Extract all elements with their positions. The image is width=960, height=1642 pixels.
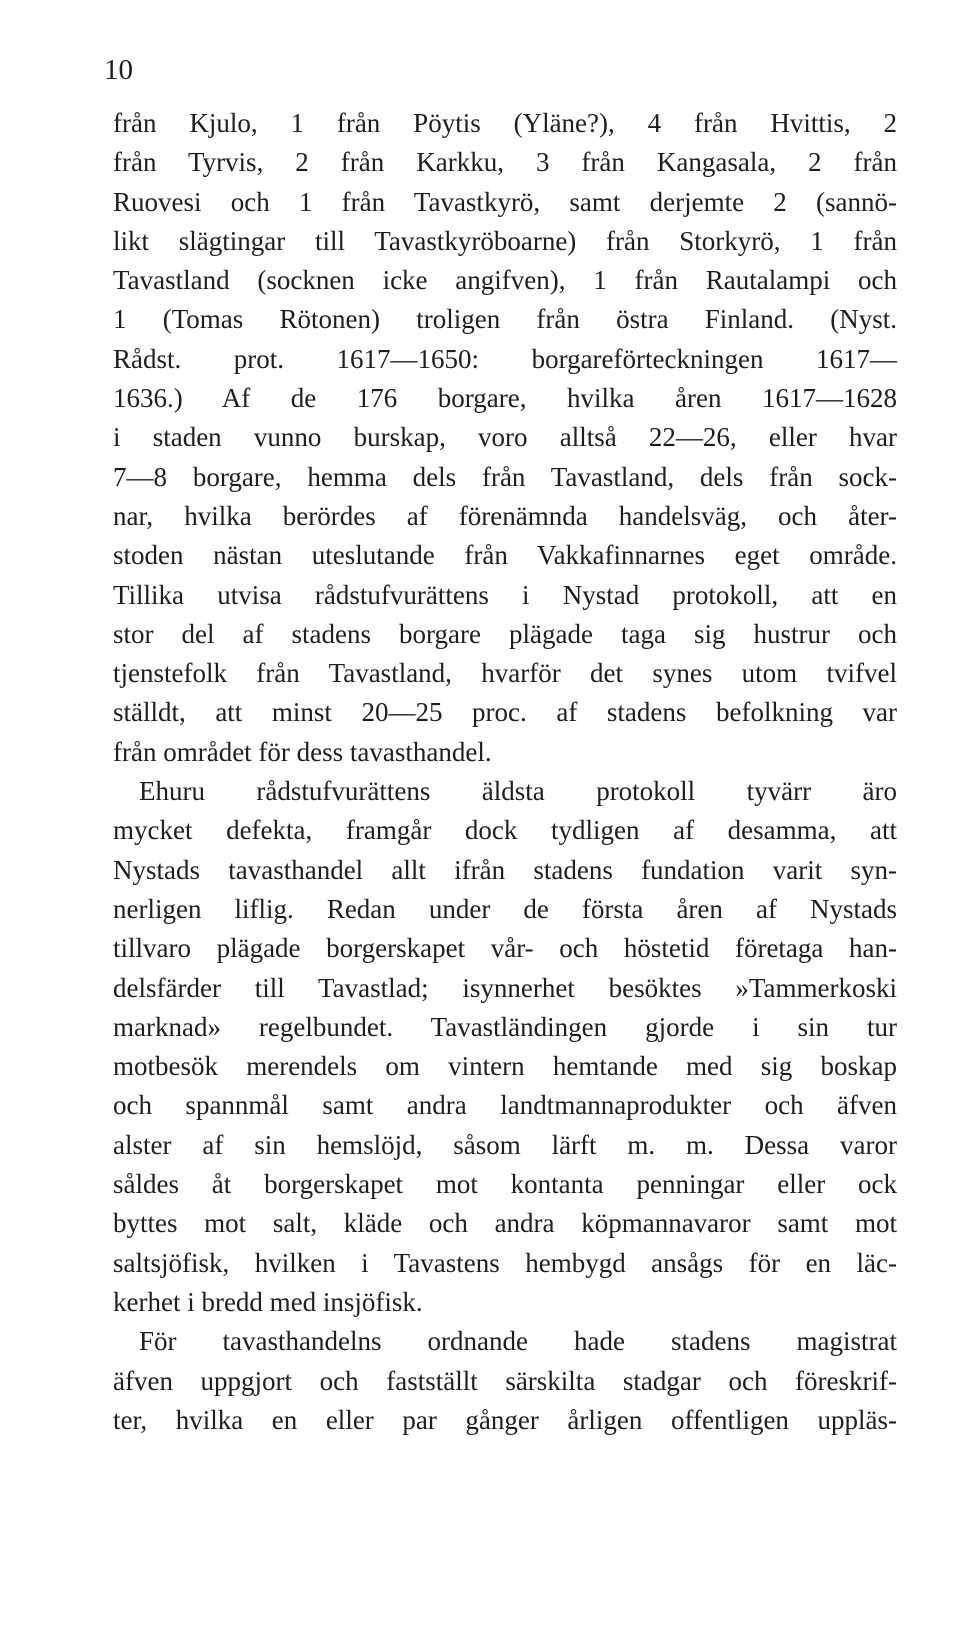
text-line: stoden nästan uteslutande från Vakkafinnarnes eget område. [113,540,897,571]
text-line: från Tyrvis, 2 från Karkku, 3 från Kangasala, 2 från [113,147,897,178]
text-line: kerhet i bredd med insjöfisk. [113,1286,423,1317]
text-line: Rådst. prot. 1617—1650: borgareförteckningen 1617— [113,343,897,374]
text-line: marknad» regelbundet. Tavastländingen gjorde i sin tur [113,1011,897,1042]
text-line: tjenstefolk från Tavastland, hvarför det synes utom tvifvel [113,658,897,689]
text-line: 1 (Tomas Rötonen) troligen från östra Finland. (Nyst. [113,304,897,335]
text-line: 7—8 borgare, hemma dels från Tavastland, dels från sock- [113,461,897,492]
text-line: tillvaro plägade borgerskapet vår- och höstetid företaga han- [113,933,897,964]
text-line: mycket defekta, framgår dock tydligen af desamma, att [113,815,897,846]
page-number: 10 [104,54,133,86]
text-line: ställdt, att minst 20—25 proc. af stadens befolkning var [113,697,897,728]
text-line: Tavastland (socknen icke angifven), 1 från Rautalampi och [113,265,897,296]
text-line: Ehuru rådstufvurättens äldsta protokoll tyvärr äro [139,776,897,807]
text-line: Ruovesi och 1 från Tavastkyrö, samt derjemte 2 (sannö- [113,186,897,217]
text-line: från Kjulo, 1 från Pöytis (Yläne?), 4 från Hvittis, 2 [113,108,897,138]
text-line: i staden vunno burskap, voro alltså 22—26, eller hvar [113,422,897,453]
text-line: delsfärder till Tavastlad; isynnerhet besöktes »Tammerkoski [113,972,897,1003]
text-line: saltsjöfisk, hvilken i Tavastens hembygd ansågs för en läc- [113,1247,897,1278]
text-line: stor del af stadens borgare plägade taga sig hustrur och [113,618,897,649]
text-line: Tillika utvisa rådstufvurättens i Nystad protokoll, att en [113,579,897,610]
text-line: likt slägtingar till Tavastkyröboarne) från Storkyrö, 1 från [113,225,897,256]
text-line: nar, hvilka berördes af förenämnda handelsväg, och åter- [113,500,897,531]
text-line: alster af sin hemslöjd, såsom lärft m. m. Dessa varor [113,1129,897,1160]
text-line: äfven uppgjort och fastställt särskilta stadgar och föreskrif- [113,1365,897,1396]
text-line: och spannmål samt andra landtmannaprodukter och äfven [113,1090,897,1121]
text-line: såldes åt borgerskapet mot kontanta penningar eller ock [113,1169,897,1200]
text-line: Nystads tavasthandel allt ifrån stadens fundation varit syn- [113,854,897,885]
text-line: 1636.) Af de 176 borgare, hvilka åren 1617—1628 [113,383,897,414]
text-line: ter, hvilka en eller par gånger årligen offentligen uppläs- [113,1404,897,1435]
text-line: För tavasthandelns ordnande hade stadens magistrat [139,1326,897,1357]
text-line: byttes mot salt, kläde och andra köpmannavaror samt mot [113,1208,897,1239]
text-line: från området för dess tavasthandel. [113,736,492,767]
body-text [113,104,897,1440]
text-line: nerligen liflig. Redan under de första åren af Nystads [113,893,897,924]
text-line: motbesök merendels om vintern hemtande med sig boskap [113,1051,897,1082]
